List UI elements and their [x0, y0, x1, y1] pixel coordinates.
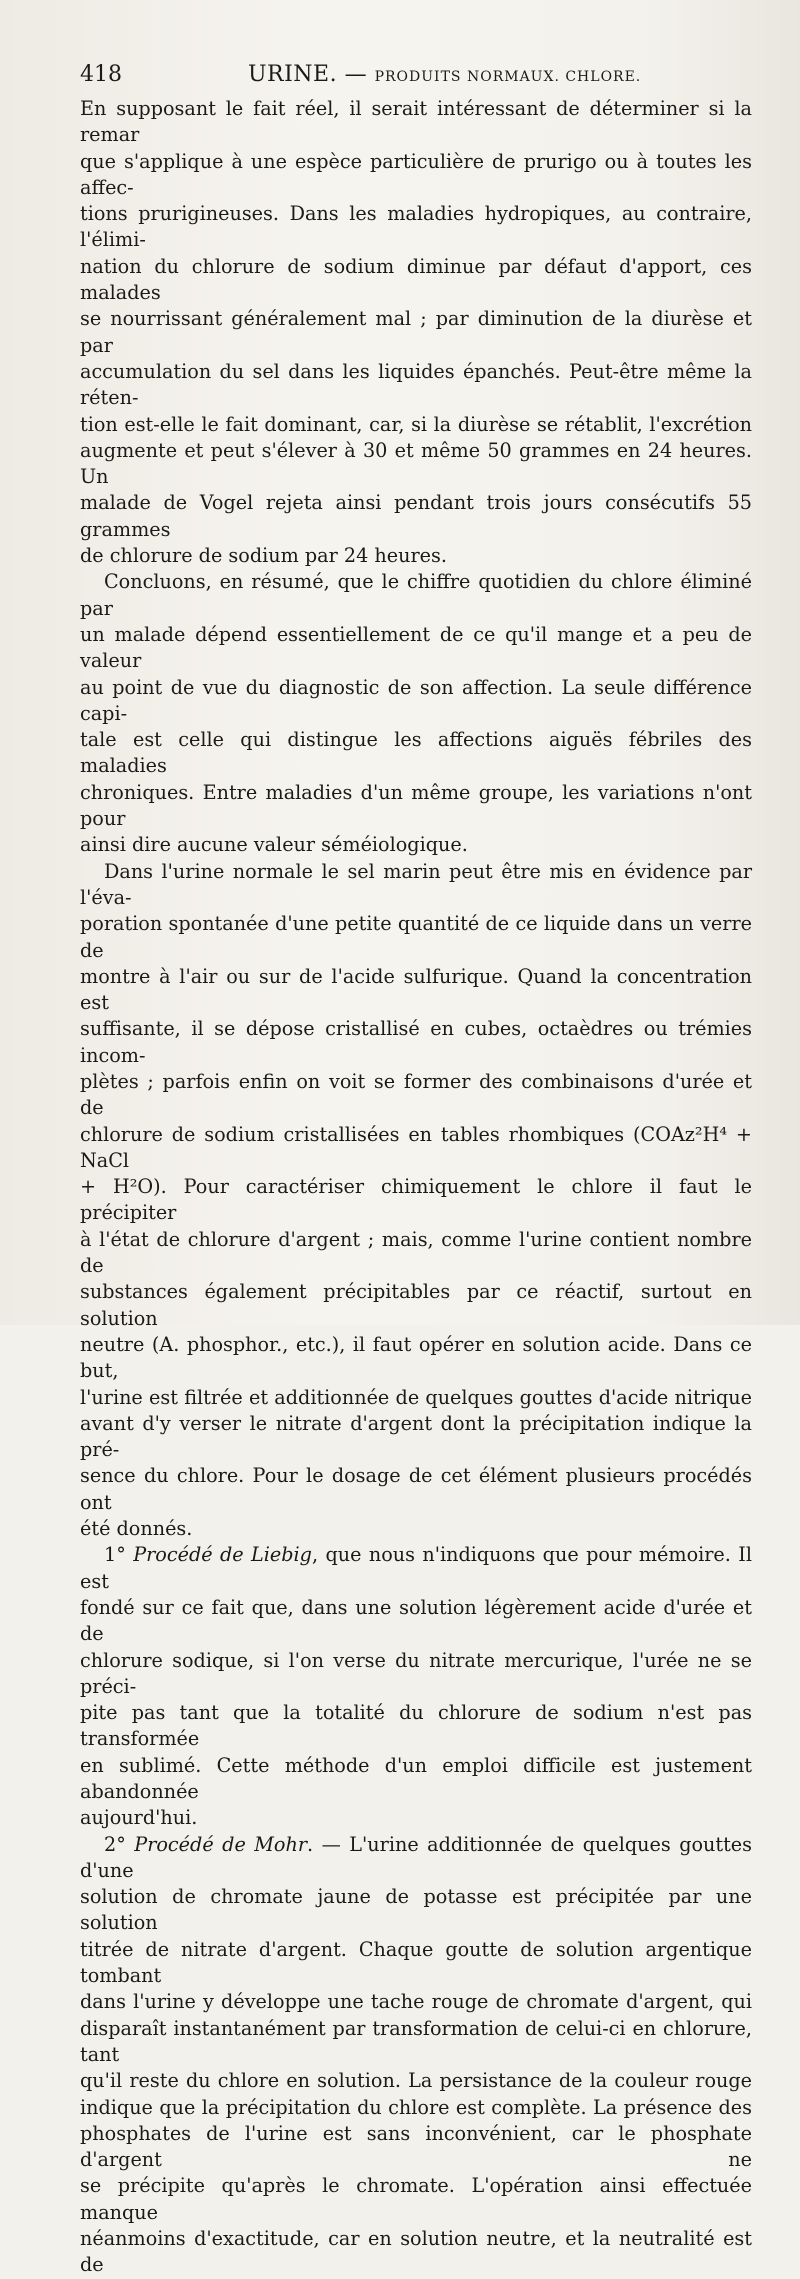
- text-line: montre à l'air ou sur de l'acide sulfurique. Quand la concentration est: [80, 964, 752, 1015]
- text-line: augmente et peut s'élever à 30 et même 50 grammes en 24 heures. Un: [80, 438, 752, 489]
- text-line: pite pas tant que la totalité du chlorure de sodium n'est pas transformée: [80, 1701, 752, 1751]
- text-line: Concluons, en résumé, que le chiffre quotidien du chlore éliminé par: [80, 570, 752, 620]
- text-line: chroniques. Entre maladies d'un même groupe, les variations n'ont pour: [80, 780, 752, 831]
- text-line: se nourrissant généralement mal ; par diminution de la diurèse et par: [80, 307, 752, 357]
- text-line: dans l'urine y développe une tache rouge de chromate d'argent, qui: [80, 1990, 752, 2014]
- running-title-main: URINE. —: [248, 62, 375, 87]
- text-line: été donnés.: [80, 1517, 193, 1541]
- text-line: plètes ; parfois enfin on voit se former des combinaisons d'urée et de: [80, 1069, 752, 1120]
- text-line: l'urine est filtrée et additionnée de quelques gouttes d'acide nitrique: [80, 1385, 752, 1409]
- text-line: à l'état de chlorure d'argent ; mais, comme l'urine contient nombre de: [80, 1227, 752, 1278]
- text-line: chlorure de sodium cristallisées en tables rhombiques (COAz²H⁴ + NaCl: [80, 1122, 752, 1172]
- text-line: nation du chlorure de sodium diminue par défaut d'apport, ces malades: [80, 254, 752, 305]
- page-number: 418: [80, 62, 122, 87]
- text-line: au point de vue du diagnostic de son affection. La seule différence capi-: [80, 675, 752, 725]
- text-line: poration spontanée d'une petite quantité de ce liquide dans un verre de: [80, 912, 752, 962]
- text-line: Dans l'urine normale le sel marin peut être mis en évidence par l'éva-: [80, 859, 752, 909]
- text-line: 1° Procédé de Liebig, que nous n'indiquons que pour mémoire. Il est: [80, 1543, 752, 1593]
- text-line: néanmoins d'exactitude, car en solution neutre, et la neutralité est de: [80, 2227, 752, 2277]
- text-line: phosphates de l'urine est sans inconvénient, car le phosphate d'argent ne: [80, 2121, 752, 2172]
- text-line: + H²O). Pour caractériser chimiquement le chlore il faut le précipiter: [80, 1175, 752, 1225]
- text-line: En supposant le fait réel, il serait intéressant de déterminer si la remar: [80, 97, 752, 147]
- text-line: ainsi dire aucune valeur séméiologique.: [80, 833, 468, 857]
- running-title-section: PRODUITS NORMAUX. CHLORE.: [374, 69, 642, 85]
- text-line: chlorure sodique, si l'on verse du nitrate mercurique, l'urée ne se préci-: [80, 1648, 752, 1698]
- text-line: suffisante, il se dépose cristallisé en cubes, octaèdres ou trémies incom-: [80, 1017, 752, 1067]
- text-line: avant d'y verser le nitrate d'argent dont la précipitation indique la pré-: [80, 1411, 752, 1462]
- text-line: neutre (A. phosphor., etc.), il faut opérer en solution acide. Dans ce but,: [80, 1332, 752, 1383]
- text-line: accumulation du sel dans les liquides épanchés. Peut-être même la réten-: [80, 359, 752, 410]
- text-line: substances également précipitables par ce réactif, surtout en solution: [80, 1280, 752, 1330]
- text-line: un malade dépend essentiellement de ce qu'il mange et a peu de valeur: [80, 622, 752, 673]
- text-line: solution de chromate jaune de potasse est précipitée par une solution: [80, 1885, 752, 1935]
- text-line: 2° Procédé de Mohr. — L'urine additionnée de quelques gouttes d'une: [80, 1832, 753, 1882]
- text-line: tions prurigineuses. Dans les maladies hydropiques, au contraire, l'élimi-: [80, 202, 752, 252]
- running-title: [248, 62, 641, 87]
- text-line: tion est-elle le fait dominant, car, si la diurèse se rétablit, l'excrétion: [80, 412, 752, 436]
- text-line: sence du chlore. Pour le dosage de cet élément plusieurs procédés ont: [80, 1464, 752, 1514]
- text-line: aujourd'hui.: [80, 1806, 198, 1830]
- text-line: titrée de nitrate d'argent. Chaque goutte de solution argentique tombant: [80, 1937, 752, 1988]
- text-line: malade de Vogel rejeta ainsi pendant trois jours consécutifs 55 grammes: [80, 491, 752, 541]
- body-text: [80, 96, 752, 2279]
- text-line: tale est celle qui distingue les affections aiguës fébriles des maladies: [80, 728, 752, 778]
- text-line: disparaît instantanément par transformation de celui-ci en chlorure, tant: [80, 2016, 752, 2066]
- text-line: en sublimé. Cette méthode d'un emploi difficile est justement abandonnée: [80, 1753, 752, 1803]
- text-line: fondé sur ce fait que, dans une solution légèrement acide d'urée et de: [80, 1595, 752, 1646]
- text-line: de chlorure de sodium par 24 heures.: [80, 544, 447, 568]
- text-line: qu'il reste du chlore en solution. La persistance de la couleur rouge: [80, 2069, 752, 2093]
- text-line: que s'applique à une espèce particulière de prurigo ou à toutes les affec-: [80, 149, 752, 199]
- text-line: indique que la précipitation du chlore est complète. La présence des: [80, 2095, 752, 2119]
- text-line: se précipite qu'après le chromate. L'opération ainsi effectuée manque: [80, 2174, 752, 2224]
